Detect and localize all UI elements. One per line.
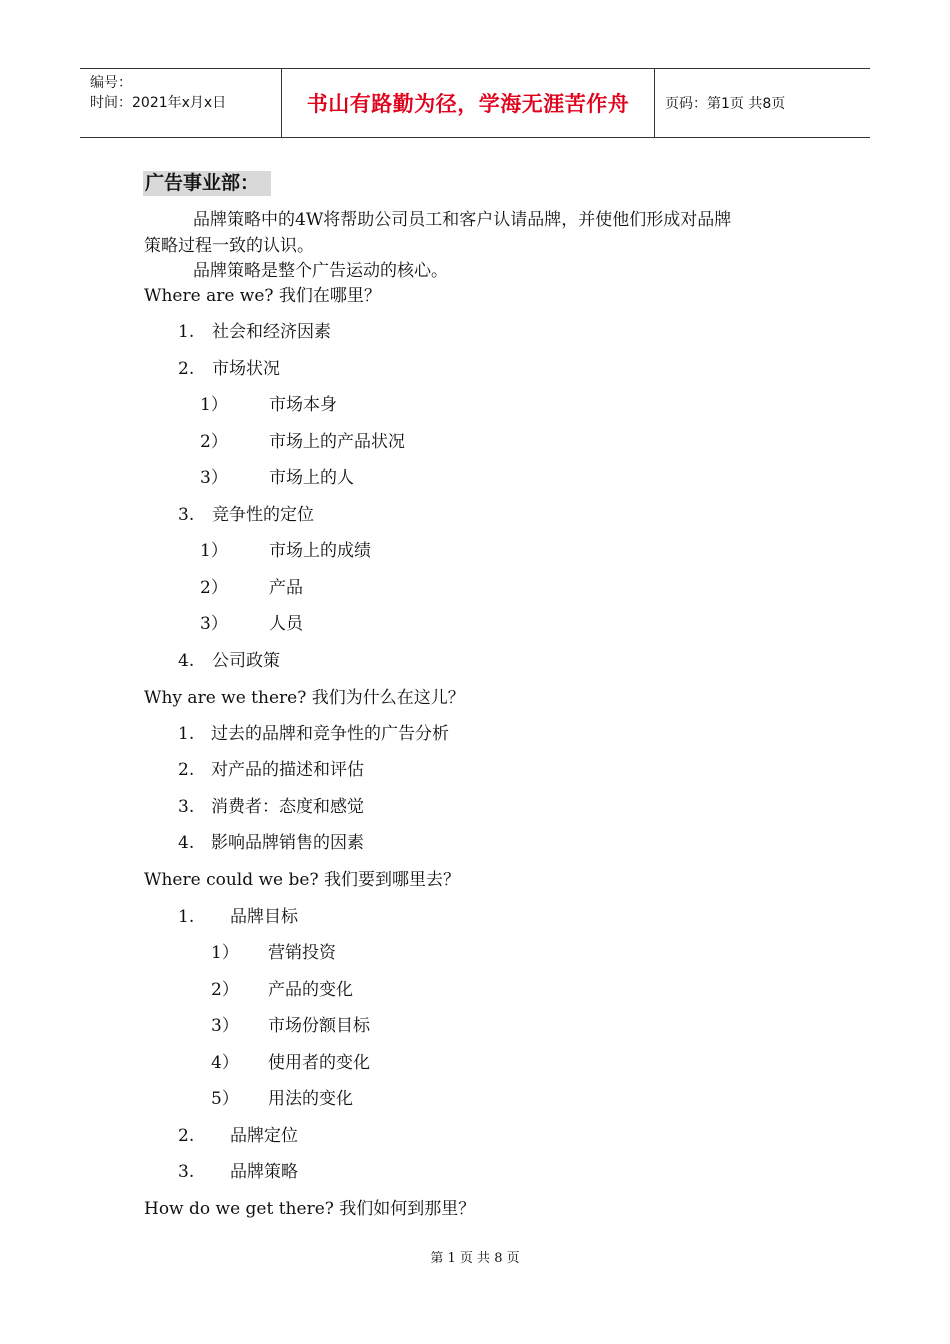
item-number: 2） bbox=[200, 432, 228, 452]
list-item bbox=[211, 1015, 370, 1037]
header-page-info: 页码：第1页 共8页 bbox=[665, 96, 786, 112]
item-text: 品牌定位 bbox=[230, 1126, 298, 1146]
list-item bbox=[178, 906, 298, 928]
item-text: 影响品牌销售的因素 bbox=[211, 833, 364, 853]
list-item bbox=[178, 504, 314, 526]
item-text: 公司政策 bbox=[212, 651, 280, 671]
question-heading: How do we get there? 我们如何到那里？ bbox=[144, 1199, 476, 1219]
item-number: 1. bbox=[178, 322, 195, 342]
item-text: 市场份额目标 bbox=[268, 1016, 370, 1036]
item-number: 3. bbox=[178, 1162, 195, 1182]
question-heading: Why are we there? 我们为什么在这儿？ bbox=[144, 688, 465, 708]
item-text: 人员 bbox=[269, 614, 303, 634]
item-number: 3） bbox=[200, 614, 228, 634]
item-number: 5） bbox=[211, 1089, 239, 1109]
item-text: 产品的变化 bbox=[268, 980, 353, 1000]
item-number: 1） bbox=[211, 943, 239, 963]
item-text: 市场本身 bbox=[269, 395, 337, 415]
question-heading: Where are we? 我们在哪里？ bbox=[144, 286, 381, 306]
list-item bbox=[178, 650, 280, 672]
list-item bbox=[178, 796, 364, 818]
intro-line-1: 品牌策略中的4W将帮助公司员工和客户认请品牌，并使他们形成对品牌 bbox=[193, 210, 732, 230]
item-number: 1. bbox=[178, 907, 195, 927]
item-number: 2） bbox=[200, 578, 228, 598]
item-text: 社会和经济因素 bbox=[212, 322, 331, 342]
list-item bbox=[211, 942, 336, 964]
item-text: 使用者的变化 bbox=[268, 1053, 370, 1073]
list-item bbox=[178, 1161, 298, 1183]
item-number: 3. bbox=[178, 505, 195, 525]
item-number: 2） bbox=[211, 980, 239, 1000]
list-item bbox=[200, 613, 303, 635]
list-item bbox=[178, 723, 449, 745]
item-text: 市场状况 bbox=[212, 359, 280, 379]
list-item bbox=[200, 431, 405, 453]
item-number: 4） bbox=[211, 1053, 239, 1073]
item-text: 品牌策略 bbox=[230, 1162, 298, 1182]
item-number: 3） bbox=[211, 1016, 239, 1036]
question-heading: Where could we be? 我们要到哪里去？ bbox=[144, 870, 460, 890]
item-number: 2. bbox=[178, 1126, 195, 1146]
list-item bbox=[178, 1125, 298, 1147]
item-text: 竞争性的定位 bbox=[212, 505, 314, 525]
item-text: 过去的品牌和竞争性的广告分析 bbox=[211, 724, 449, 744]
date-label: 时间：2021年x月x日 bbox=[90, 95, 227, 111]
code-label: 编号： bbox=[90, 75, 132, 91]
item-number: 3. bbox=[178, 797, 195, 817]
item-number: 4. bbox=[178, 651, 195, 671]
intro-line-2: 策略过程一致的认识。 bbox=[144, 236, 314, 256]
item-number: 4. bbox=[178, 833, 195, 853]
list-item bbox=[178, 832, 364, 854]
list-item bbox=[200, 577, 303, 599]
item-text: 市场上的成绩 bbox=[269, 541, 371, 561]
item-number: 1） bbox=[200, 541, 228, 561]
item-text: 产品 bbox=[269, 578, 303, 598]
list-item bbox=[200, 540, 371, 562]
section-title: 广告事业部： bbox=[143, 171, 271, 196]
list-item bbox=[178, 759, 364, 781]
item-text: 品牌目标 bbox=[230, 907, 298, 927]
item-text: 市场上的人 bbox=[269, 468, 354, 488]
item-number: 3） bbox=[200, 468, 228, 488]
header-motto-cell bbox=[281, 69, 655, 137]
page-footer: 第 1 页 共 8 页 bbox=[430, 1251, 520, 1266]
list-item bbox=[211, 979, 353, 1001]
header-motto: 书山有路勤为径，学海无涯苦作舟 bbox=[306, 92, 630, 116]
item-number: 1. bbox=[178, 724, 195, 744]
item-number: 2. bbox=[178, 359, 195, 379]
page-header bbox=[80, 68, 870, 138]
item-text: 营销投资 bbox=[268, 943, 336, 963]
list-item bbox=[211, 1088, 353, 1110]
item-text: 对产品的描述和评估 bbox=[211, 760, 364, 780]
list-item bbox=[200, 467, 354, 489]
list-item bbox=[178, 358, 280, 380]
item-text: 用法的变化 bbox=[268, 1089, 353, 1109]
item-text: 市场上的产品状况 bbox=[269, 432, 405, 452]
intro-line-3: 品牌策略是整个广告运动的核心。 bbox=[193, 261, 448, 281]
header-meta bbox=[80, 69, 281, 137]
list-item bbox=[200, 394, 337, 416]
item-number: 1） bbox=[200, 395, 228, 415]
list-item bbox=[178, 321, 331, 343]
item-number: 2. bbox=[178, 760, 195, 780]
item-text: 消费者：态度和感觉 bbox=[211, 797, 364, 817]
list-item bbox=[211, 1052, 370, 1074]
